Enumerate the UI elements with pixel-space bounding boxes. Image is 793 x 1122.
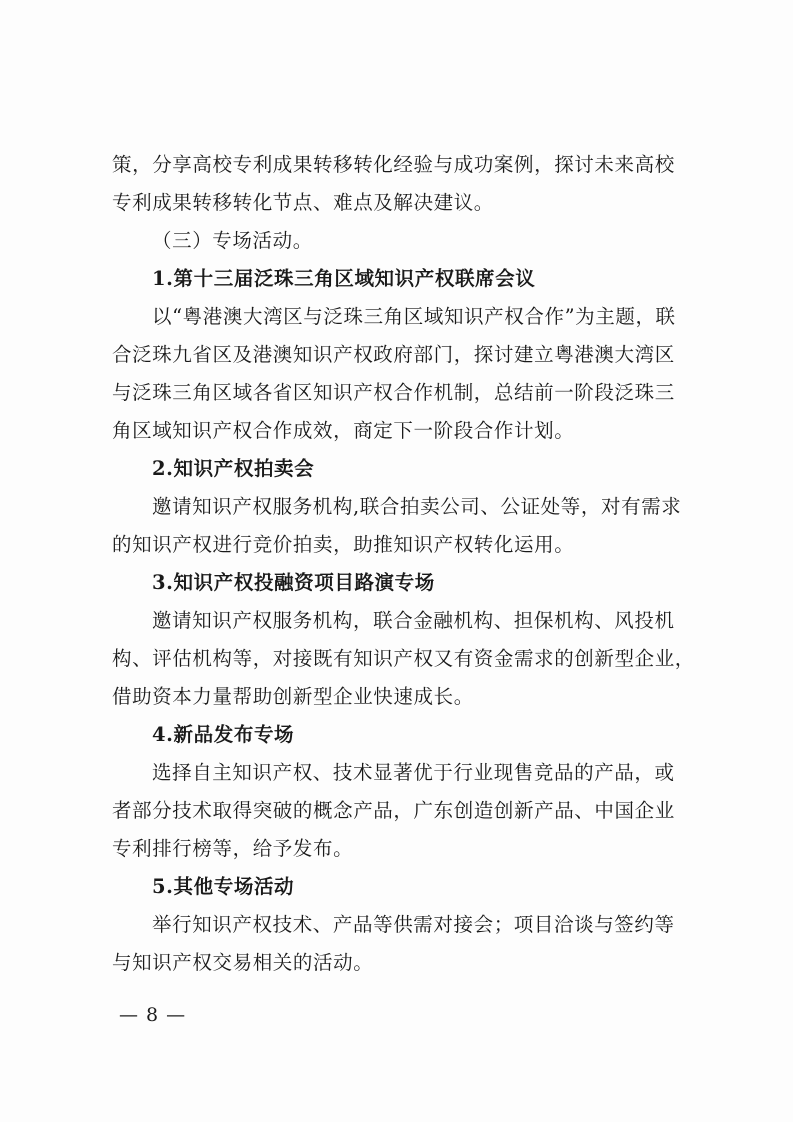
body-text-line: 合泛珠九省区及港澳知识产权政府部门，探讨建立粤港澳大湾区 <box>112 343 675 366</box>
body-text-line: 的知识产权进行竞价拍卖，助推知识产权转化运用。 <box>112 533 575 556</box>
body-text-line: 专利成果转移转化节点、难点及解决建议。 <box>112 191 494 214</box>
subsection-heading: 1.第十三届泛珠三角区域知识产权联席会议 <box>152 267 536 290</box>
body-text-line: 邀请知识产权服务机构，联合金融机构、担保机构、风投机 <box>152 609 675 632</box>
body-text-line: 策，分享高校专利成果转移转化经验与成功案例，探讨未来高校 <box>112 153 675 176</box>
body-text-line: 邀请知识产权服务机构,联合拍卖公司、公证处等，对有需求 <box>152 495 682 518</box>
body-text-line: 者部分技术取得突破的概念产品，广东创造创新产品、中国企业 <box>112 799 675 822</box>
body-text-line: 与泛珠三角区域各省区知识产权合作机制，总结前一阶段泛珠三 <box>112 381 675 404</box>
subsection-heading: 4.新品发布专场 <box>152 723 295 746</box>
subsection-heading: 2.知识产权拍卖会 <box>152 457 315 480</box>
body-text-line: 借助资本力量帮助创新型企业快速成长。 <box>112 685 474 708</box>
document-body <box>112 146 696 982</box>
subsection-heading: 5.其他专场活动 <box>152 875 295 898</box>
body-text-line: 举行知识产权技术、产品等供需对接会；项目洽谈与签约等 <box>152 913 675 936</box>
body-text-line: 选择自主知识产权、技术显著优于行业现售竞品的产品，或 <box>152 761 675 784</box>
body-text-line: 角区域知识产权合作成效，商定下一阶段合作计划。 <box>112 419 575 442</box>
page-number: — 8 — <box>119 1004 187 1026</box>
body-text-line: 专利排行榜等，给予发布。 <box>112 837 354 860</box>
body-text-line: 以“粤港澳大湾区与泛珠三角区域知识产权合作”为主题，联 <box>152 305 676 328</box>
body-text-line: 与知识产权交易相关的活动。 <box>112 951 374 974</box>
body-text-line: 构、评估机构等，对接既有知识产权又有资金需求的创新型企业， <box>112 647 695 670</box>
section-heading: （三）专场活动。 <box>152 229 313 252</box>
subsection-heading: 3.知识产权投融资项目路演专场 <box>152 571 435 594</box>
